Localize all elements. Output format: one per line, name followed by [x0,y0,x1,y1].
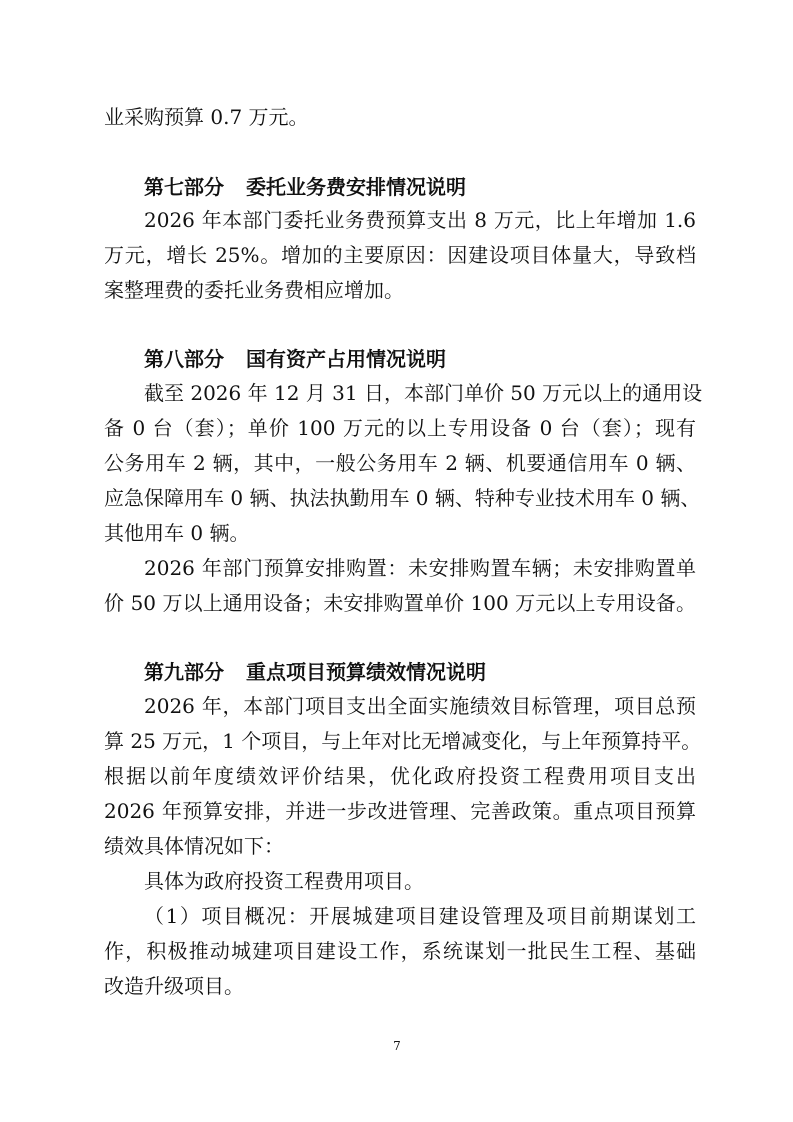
section-title: 重点项目预算绩效情况说明 [246,660,486,684]
body-line: 2026 年，本部门项目支出全面实施绩效目标管理，项目总预 [144,694,696,718]
section-title: 国有资产占用情况说明 [246,347,446,371]
section-heading-8 [144,345,446,373]
section-label: 第七部分 [144,175,224,199]
section-label: 第八部分 [144,347,224,371]
body-line: 2026 年预算安排，并进一步改进管理、完善政策。重点项目预算 [104,799,696,823]
body-line: 改造升级项目。 [104,974,244,998]
body-line: （1）项目概况：开展城建项目建设管理及项目前期谋划工 [144,904,696,928]
section-heading-9 [144,658,486,686]
body-line: 2026 年部门预算安排购置：未安排购置车辆；未安排购置单 [144,556,696,580]
body-line: 价 50 万以上通用设备；未安排购置单价 100 万元以上专用设备。 [104,591,696,615]
body-line: 应急保障用车 0 辆、执法执勤用车 0 辆、特种专业技术用车 0 辆、 [104,486,701,510]
body-line: 算 25 万元，1 个项目，与上年对比无增减变化，与上年预算持平。 [104,729,702,753]
body-line: 根据以前年度绩效评价结果，优化政府投资工程费用项目支出 [104,764,696,788]
body-line: 绩效具体情况如下： [104,834,284,858]
body-line: 截至 2026 年 12 月 31 日，本部门单价 50 万元以上的通用设 [144,381,703,405]
body-line: 作，积极推动城建项目建设工作，系统谋划一批民生工程、基础 [104,939,696,963]
body-line: 万元，增长 25%。增加的主要原因：因建设项目体量大，导致档 [104,243,696,267]
body-line: 公务用车 2 辆，其中，一般公务用车 2 辆、机要通信用车 0 辆、 [104,451,696,475]
section-heading-7 [144,173,466,201]
body-line: 业采购预算 0.7 万元。 [104,105,309,129]
body-line: 其他用车 0 辆。 [104,521,250,545]
body-line: 备 0 台（套）；单价 100 万元的以上专用设备 0 台（套）；现有 [104,416,696,440]
page-number: 7 [393,1039,401,1053]
section-label: 第九部分 [144,660,224,684]
section-title: 委托业务费安排情况说明 [246,175,466,199]
body-line: 案整理费的委托业务费相应增加。 [104,278,404,302]
body-line: 2026 年本部门委托业务费预算支出 8 万元，比上年增加 1.6 [144,208,696,232]
body-line: 具体为政府投资工程费用项目。 [144,869,424,893]
